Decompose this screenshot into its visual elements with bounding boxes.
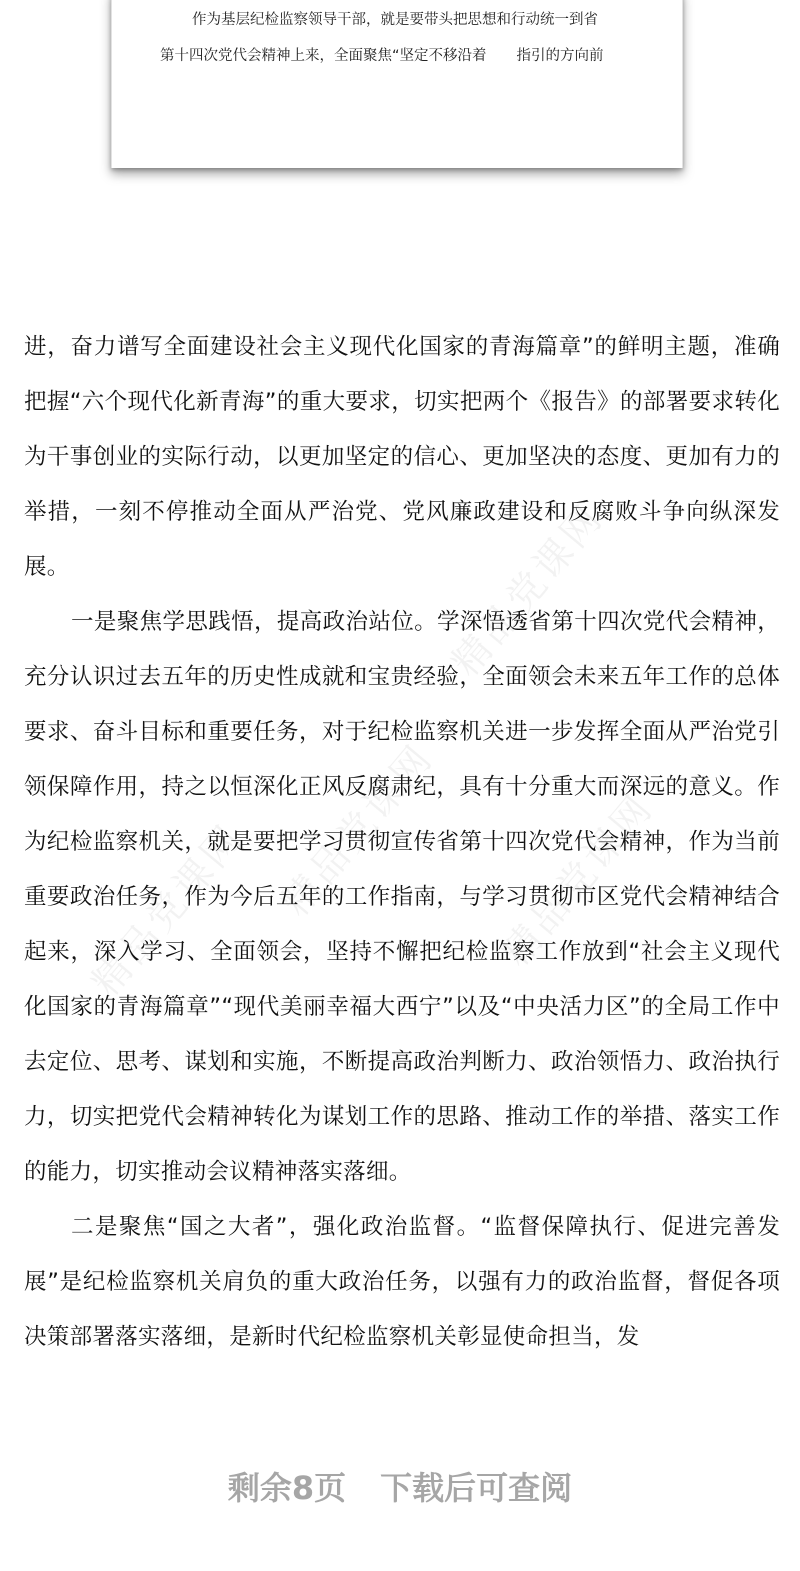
preview-line-1: 作为基层纪检监察领导干部，就是要带头把思想和行动统一到省 [192, 12, 598, 28]
remaining-pages-label: 剩余8页 [227, 1469, 347, 1507]
preview-line-2-part-a: 第十四次党代会精神上来，全面聚焦“坚定不移沿着 [160, 48, 487, 64]
watermark: 精品党课网 [83, 815, 253, 1005]
preview-line-2 [160, 46, 604, 66]
preview-card [111, 0, 683, 168]
document-body [24, 320, 780, 1365]
download-prompt[interactable] [0, 1466, 800, 1510]
watermark: 精品党课网 [493, 785, 663, 975]
watermark: 精品党课网 [273, 735, 443, 925]
download-to-view-label: 下载后可查阅 [380, 1469, 573, 1507]
watermark: 精品党课网 [443, 495, 613, 685]
paragraph-political-supervision: 二是聚焦“国之大者”，强化政治监督。“监督保障执行、促进完善发展”是纪检监察机关肩负的重大政治任务，以强有力的政治监督，督促各项决策部署落实落细，是新时代纪检监察机关彰显使命担当，发 [24, 1214, 780, 1350]
paragraph-study-and-practice: 一是聚焦学思践悟，提高政治站位。学深悟透省第十四次党代会精神，充分认识过去五年的历史性成就和宝贵经验，全面领会未来五年工作的总体要求、奋斗目标和重要任务，对于纪检监察机关进一步发挥全面从严治党引领保障作用，持之以恒深化正风反腐肃纪，具有十分重大而深远的意义。作为纪检监察机关，就是要把学习贯彻宣传省第十四次党代会精神，作为当前重要政治任务，作为今后五年的工作指南，与学习贯彻市区党代会精神结合起来，深入学习、全面领会，坚持不懈把纪检监察工作放到“社会主义现代化国家的青海篇章”“现代美丽幸福大西宁”以及“中央活力区”的全局工作中去定位、思考、谋划和实施，不断提高政治判断力、政治领悟力、政治执行力，切实把党代会精神转化为谋划工作的思路、推动工作的举措、落实工作的能力，切实推动会议精神落实落细。 [24, 609, 780, 1185]
preview-line-2-part-b: 指引的方向前 [516, 48, 604, 64]
paragraph-continuation: 进，奋力谱写全面建设社会主义现代化国家的青海篇章”的鲜明主题，准确把握“六个现代化新青海”的重大要求，切实把两个《报告》的部署要求转化为干事创业的实际行动，以更加坚定的信心、更加坚决的态度、更加有力的举措，一刻不停推动全面从严治党、党风廉政建设和反腐败斗争向纵深发展。 [24, 334, 780, 580]
